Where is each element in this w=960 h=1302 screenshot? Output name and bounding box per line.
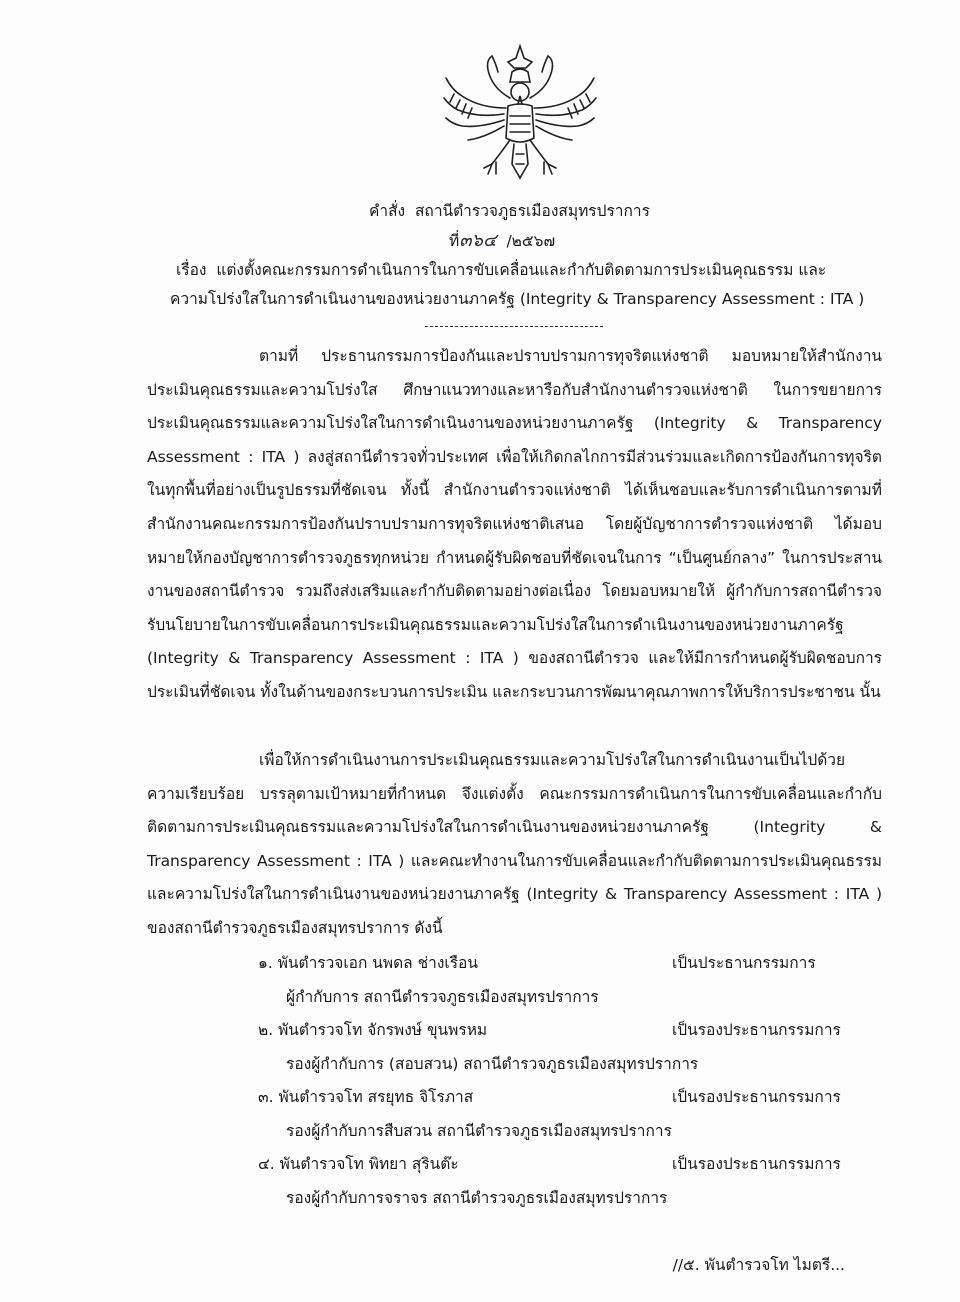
member-4-name: ๔. พันตำรวจโท พิทยา สุรินต๊ะ <box>258 1155 459 1173</box>
order-heading <box>369 200 650 222</box>
subject-line-2 <box>170 288 864 310</box>
station-name: สถานีตำรวจภูธรเมืองสมุทรปราการ <box>414 202 650 220</box>
member-2-name: ๒. พันตำรวจโท จักรพงษ์ ขุนพรหม <box>258 1021 488 1039</box>
member-3-role: เป็นรองประธานกรรมการ <box>672 1088 841 1106</box>
continuation-note: //๕. พันตำรวจโท ไมตรี... <box>672 1256 845 1274</box>
subject-text-2: ความโปร่งใสในการดำเนินงานของหน่วยงานภาครัฐ (Integrity & Transparency Assessment : ITA ) <box>170 290 865 308</box>
order-label: คำสั่ง <box>369 202 406 220</box>
member-4-role: เป็นรองประธานกรรมการ <box>672 1155 841 1173</box>
number-prefix: ที่ <box>449 232 460 250</box>
member-3-position: รองผู้กำกับการสืบสวน สถานีตำรวจภูธรเมืองสมุทรปราการ <box>286 1122 672 1140</box>
subject-text-1: แต่งตั้งคณะกรรมการดำเนินการในการขับเคลื่อนและกำกับติดตามการประเมินคุณธรรม และ <box>216 261 827 279</box>
member-2-role: เป็นรองประธานกรรมการ <box>672 1021 841 1039</box>
order-number <box>449 230 555 252</box>
subject-label: เรื่อง <box>176 261 207 279</box>
member-2-position: รองผู้กำกับการ (สอบสวน) สถานีตำรวจภูธรเมืองสมุทรปราการ <box>286 1055 699 1073</box>
member-1-position: ผู้กำกับการ สถานีตำรวจภูธรเมืองสมุทรปราการ <box>286 988 599 1006</box>
header-divider <box>425 326 603 327</box>
number-suffix: /๒๕๖๗ <box>506 232 556 250</box>
subject-line-1 <box>176 259 826 281</box>
garuda-emblem-icon <box>440 38 600 188</box>
body-paragraph-1: ตามที่ ประธานกรรมการป้องกันและปราบปรามการทุจริตแห่งชาติ มอบหมายให้สำนักงานประเมินคุณธรรมและความโปร่งใส ศึกษาแนวทางและหารือกับสำนักงานตำรวจแห่งชาติ ในการขยายการประเมินคุณธรรมและความโปร่งใสในการดำเนินงานของหน่วยงานภาครัฐ (Integrity & Transparency Assessment : ITA ) ลงสู่สถานีตำรวจทั่วประเทศ เพื่อให้เกิดกลไกการมีส่วนร่วมและเกิดการป้องกันการทุจริตในทุกพื้นที่อย่างเป็นรูปธรรมที่ชัดเจน ทั้งนี้ สำนักงานตำรวจแห่งชาติ ได้เห็นชอบและรับการดำเนินการตามที่สำนักงานคณะกรรมการป้องกันปราบปรามการทุจริตแห่งชาติเสนอ โดยผู้บัญชาการตำรวจแห่งชาติ ได้มอบหมายให้กองบัญชาการตำรวจภูธรทุกหน่วย กำหนดผู้รับผิดชอบที่ชัดเจนในการ “เป็นศูนย์กลาง” ในการประสานงานของสถานีตำรวจ รวมถึงส่งเสริมและกำกับติดตามอย่างต่อเนื่อง โดยมอบหมายให้ ผู้กำกับการสถานีตำรวจ รับนโยบายในการขับเคลื่อนการประเมินคุณธรรมและความโปร่งใสในการดำเนินงานของหน่วยงานภาครัฐ (Integrity & Transparency Assessment : ITA ) ของสถานีตำรวจ และให้มีการกำหนดผู้รับผิดชอบการประเมินที่ชัดเจน ทั้งในด้านของกระบวนการประเมิน และกระบวนการพัฒนาคุณภาพการให้บริการประชาชน นั้น <box>147 347 882 701</box>
member-1-role: เป็นประธานกรรมการ <box>672 954 816 972</box>
member-4-position: รองผู้กำกับการจราจร สถานีตำรวจภูธรเมืองสมุทรปราการ <box>286 1189 668 1207</box>
body-paragraph-2: เพื่อให้การดำเนินงานการประเมินคุณธรรมและความโปร่งใสในการดำเนินงานเป็นไปด้วยความเรียบร้อย บรรลุตามเป้าหมายที่กำหนด จึงแต่งตั้ง คณะกรรมการดำเนินการในการขับเคลื่อนและกำกับติดตามการประเมินคุณธรรมและความโปร่งใสในการดำเนินงานของหน่วยงานภาครัฐ (Integrity & Transparency Assessment : ITA ) และคณะทำงานในการขับเคลื่อนและกำกับติดตามการประเมินคุณธรรมและความโปร่งใสในการดำเนินงานของหน่วยงานภาครัฐ (Integrity & Transparency Assessment : ITA ) ของสถานีตำรวจภูธรเมืองสมุทรปราการ ดังนี้ <box>147 751 882 937</box>
member-3-name: ๓. พันตำรวจโท สรยุทธ จิโรภาส <box>258 1088 474 1106</box>
member-1-name: ๑. พันตำรวจเอก นพดล ช่างเรือน <box>258 954 478 972</box>
handwritten-number: ๓๖๔ <box>459 230 497 251</box>
